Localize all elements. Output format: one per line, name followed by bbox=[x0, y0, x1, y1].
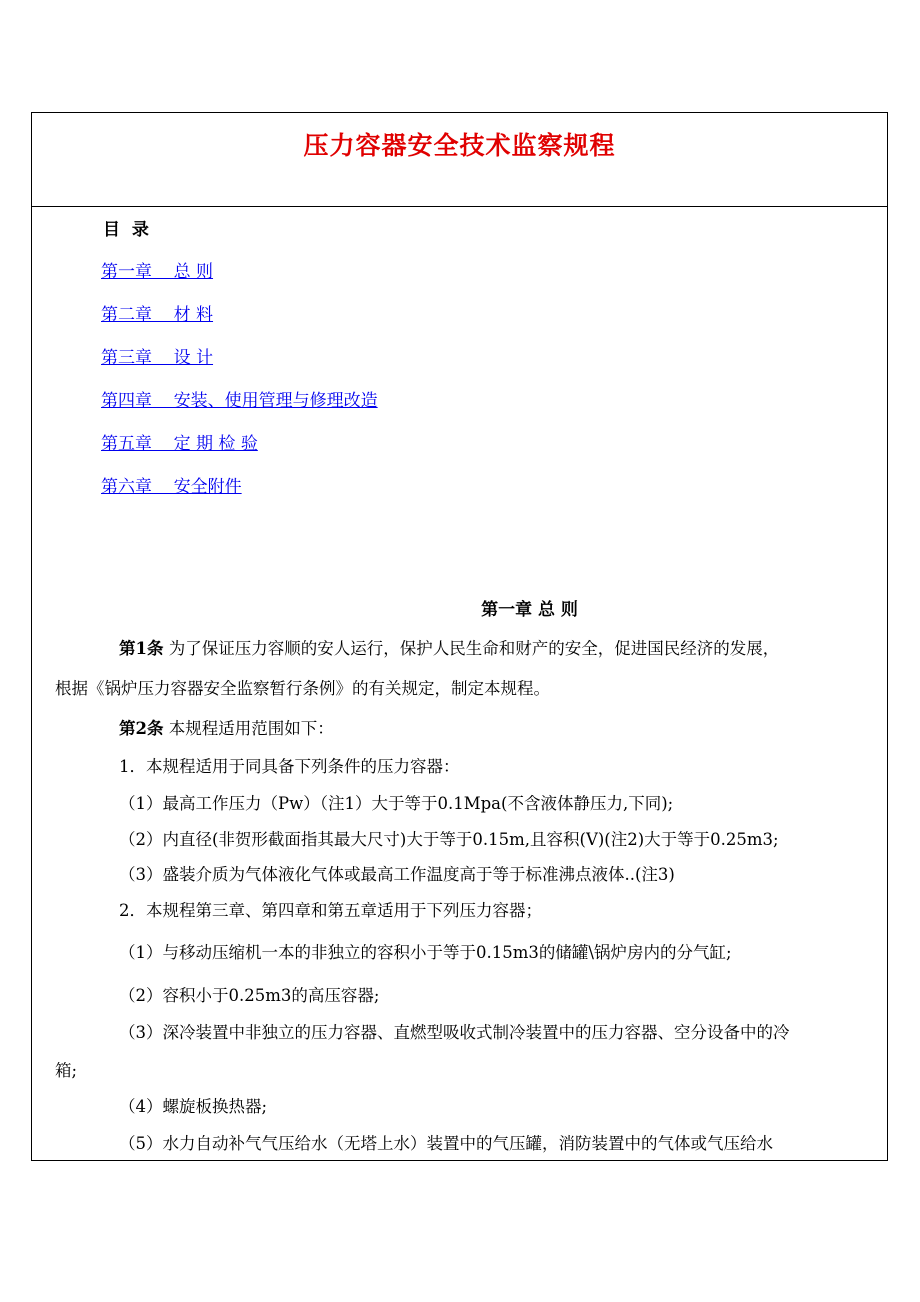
toc-link-chapter-3[interactable]: 第三章 设 计 bbox=[101, 348, 214, 368]
body-line: 2．本规程第三章、第四章和第五章适用于下列压力容器； bbox=[119, 901, 542, 920]
document-frame bbox=[31, 112, 888, 1161]
toc-link-chapter-5[interactable]: 第五章 定 期 检 验 bbox=[101, 434, 258, 454]
toc-link-chapter-1[interactable]: 第一章 总 则 bbox=[101, 262, 214, 282]
article-1-text: 为了保证压力容顺的安人运行，保护人民生命和财产的安全，促进国民经济的发展， bbox=[168, 639, 780, 658]
body-line: （2）内直径(非贺形截面指其最大尺寸)大于等于0.15m,且容积(V)(注2)大于等于0.25m3; bbox=[119, 830, 779, 849]
toc-heading: 目 录 bbox=[103, 220, 149, 240]
body-line: （2）容积小于0.25m3的高压容器; bbox=[119, 986, 380, 1005]
document-title: 压力容器安全技术监察规程 bbox=[303, 131, 616, 160]
body-line: （1）与移动压缩机一本的非独立的容积小于等于0.15m3的储罐\锅炉房内的分气缸; bbox=[119, 943, 732, 962]
article-2-label: 第2条 bbox=[119, 719, 164, 738]
toc-link-chapter-2[interactable]: 第二章 材 料 bbox=[101, 305, 214, 325]
body-line: 箱; bbox=[55, 1061, 78, 1080]
article-1-line-1 bbox=[119, 635, 779, 659]
article-2-text: 本规程适用范围如下： bbox=[168, 719, 334, 738]
toc-link-chapter-6[interactable]: 第六章 安全附件 bbox=[101, 477, 242, 497]
article-2-line bbox=[119, 715, 334, 739]
article-1-line-2: 根据《锅炉压力容器安全监察暂行条例》的有关规定，制定本规程。 bbox=[55, 679, 550, 698]
body-line: （3）深冷装置中非独立的压力容器、直燃型吸收式制冷装置中的压力容器、空分设备中的冷 bbox=[119, 1023, 790, 1042]
body-line: （4）螺旋板换热器; bbox=[119, 1097, 268, 1116]
body-line: （1）最高工作压力（Pw）（注1）大于等于0.1Mpa(不含液体静压力,下同); bbox=[119, 794, 674, 813]
title-row bbox=[32, 113, 887, 207]
body-line: （3）盛装介质为气体液化气体或最高工作温度高于等于标准沸点液体..(注3) bbox=[119, 865, 675, 884]
article-1-label: 第1条 bbox=[119, 639, 164, 658]
body-line: （5）水力自动补气气压给水（无塔上水）装置中的气压罐，消防装置中的气体或气压给水 bbox=[119, 1134, 773, 1153]
body-line: 1．本规程适用于同具备下列条件的压力容器： bbox=[119, 757, 460, 776]
chapter-heading-text: 第一章 总 则 bbox=[481, 600, 578, 620]
toc-link-chapter-4[interactable]: 第四章 安装、使用管理与修理改造 bbox=[101, 391, 378, 411]
chapter-heading bbox=[32, 595, 887, 620]
